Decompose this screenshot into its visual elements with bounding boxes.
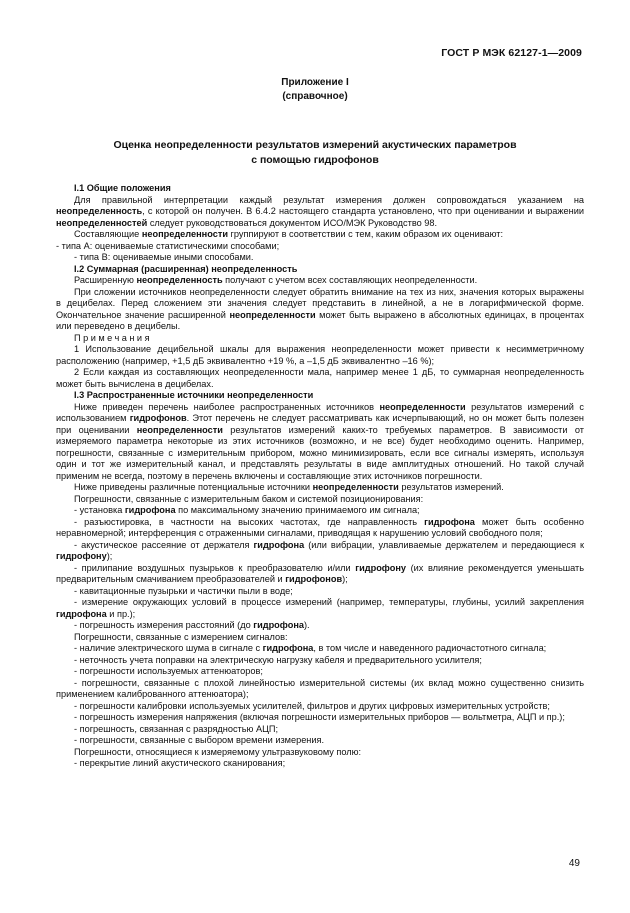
- paragraph: - наличие электрического шума в сигнале с гидрофона, в том числе и наведенного радиочастотного сигнала;: [74, 643, 547, 653]
- paragraph: Расширенную неопределенность получают с учетом всех составляющих неопределенности.: [74, 275, 478, 285]
- paragraph: - измерение окружающих условий в процессе измерений (например, температуры, глубины, усилий закрепления гидрофона и пр.);: [56, 597, 584, 619]
- paragraph: При сложении источников неопределенности следует обратить внимание на тех из них, значения которых выражены в децибелах. Перед сложением эти значения следует представить в линейной, а не в логарифмической форме. Окончательное значение расширенной неопределенности может быть выражено в абсолютных единицах, в процентах или переведено в децибелы.: [56, 286, 584, 331]
- paragraph: - перекрытие линий акустического сканирования;: [74, 758, 286, 768]
- paragraph: - акустическое рассеяние от держателя гидрофона (или вибрации, улавливаемые держателем и передающиеся к гидрофону);: [56, 539, 584, 561]
- paragraph: - погрешности, связанные с выбором времени измерения.: [74, 735, 325, 745]
- paragraph: - погрешность измерения напряжения (включая погрешности измерительных приборов — вольтметра, АЦП и пр.);: [74, 712, 565, 722]
- section-heading: I.2 Суммарная (расширенная) неопределенность: [74, 263, 298, 274]
- section-heading: I.3 Распространенные источники неопределенности: [74, 390, 314, 400]
- appendix-title: [0, 138, 630, 168]
- paragraph: - установка гидрофона по максимальному значению принимаемого им сигнала;: [74, 505, 420, 515]
- appendix-label: Приложение I: [281, 77, 349, 88]
- paragraph: Погрешности, связанные с измерительным баком и системой позиционирования:: [74, 493, 424, 504]
- paragraph: Составляющие неопределенности группируют в соответствии с тем, каким образом их оценивают:: [74, 229, 504, 239]
- section-heading: I.1 Общие положения: [74, 183, 171, 193]
- paragraph: Ниже приведен перечень наиболее распространенных источников неопределенности результатов измерений с использованием гидрофонов. Этот перечень не следует рассматривать как исчерпывающий, но он может быть полезен при оценивании неопределенности результатов измерений каких-то требуемых параметров. В зависимости от измеряемого параметра некоторые из этих источников (возможно, и не все) будет необходимо оценить. Например, погрешности, связанные с измерительным прибором, можно минимизировать, если все сигналы измерять, используя один и тот же измерительный канал, и представлять результаты в виде амплитудных отношений. Но такой случай применим не всегда, поэтому в перечень включены и составляющие этих источников погрешности.: [56, 401, 585, 481]
- paragraph: - погрешность, связанная с разрядностью АЦП;: [74, 723, 279, 734]
- paragraph: - разъюстировка, в частности на высоких частотах, где направленность гидрофона может быть особенно неравномерной; интерференция с отраженными сигналами, приводящая к нарушению условий свободного поля;: [56, 516, 584, 538]
- paragraph: - типа В: оцениваемые иными способами.: [74, 252, 254, 262]
- page-number: 49: [568, 858, 580, 869]
- notes-heading: Примечания: [74, 332, 153, 343]
- paragraph: - типа А: оцениваемые статистическими способами;: [56, 240, 280, 251]
- appendix-type: (справочное): [282, 91, 348, 102]
- paragraph: - погрешности, связанные с плохой линейностью измерительной системы (их вклад можно существенно снизить применением калиброванного аттенюатора);: [56, 677, 584, 699]
- paragraph: Ниже приведены различные потенциальные источники неопределенности результатов измерений.: [74, 482, 504, 492]
- paragraph: - погрешности используемых аттенюаторов;: [74, 666, 263, 676]
- paragraph: - кавитационные пузырьки и частички пыли в воде;: [74, 585, 293, 596]
- title-line-1: Оценка неопределенности результатов измерений акустических параметров: [113, 139, 517, 151]
- paragraph: - погрешности калибровки используемых усилителей, фильтров и других цифровых измерительных устройств;: [74, 700, 550, 711]
- title-line-2: с помощью гидрофонов: [251, 154, 379, 166]
- body-text: [56, 183, 584, 770]
- paragraph: Погрешности, относящиеся к измеряемому ультразвуковому полю:: [74, 746, 362, 757]
- paragraph: 2 Если каждая из составляющих неопределенности мала, например менее 1 дБ, то суммарная неопределенность может быть вычислена в децибелах.: [56, 367, 584, 389]
- appendix-heading: [0, 76, 630, 104]
- paragraph: - погрешность измерения расстояний (до гидрофона).: [74, 620, 310, 630]
- paragraph: Для правильной интерпретации каждый результат измерения должен сопровождаться указанием на неопределенность, с которой он получен. В 6.4.2 настоящего стандарта установлено, что при оценивании и выражении неопределенностей следует руководствоваться документом ИСО/МЭК Руководство 98.: [56, 194, 584, 228]
- paragraph: 1 Использование децибельной шкалы для выражения неопределенности может привести к несимметричному расположению (например, +1,5 дБ эквивалентно +19 %, а –1,5 дБ эквивалентно –16 %);: [56, 344, 584, 366]
- standard-code: ГОСТ Р МЭК 62127-1—2009: [441, 47, 582, 59]
- paragraph: Погрешности, связанные с измерением сигналов:: [74, 631, 288, 642]
- paragraph: - прилипание воздушных пузырьков к преобразователю и/или гидрофону (их влияние рекомендуется уменьшать предварительным смачиванием преобразователей и гидрофонов);: [56, 562, 585, 584]
- paragraph: - неточность учета поправки на электрическую нагрузку кабеля и предварительного усилителя;: [74, 654, 482, 665]
